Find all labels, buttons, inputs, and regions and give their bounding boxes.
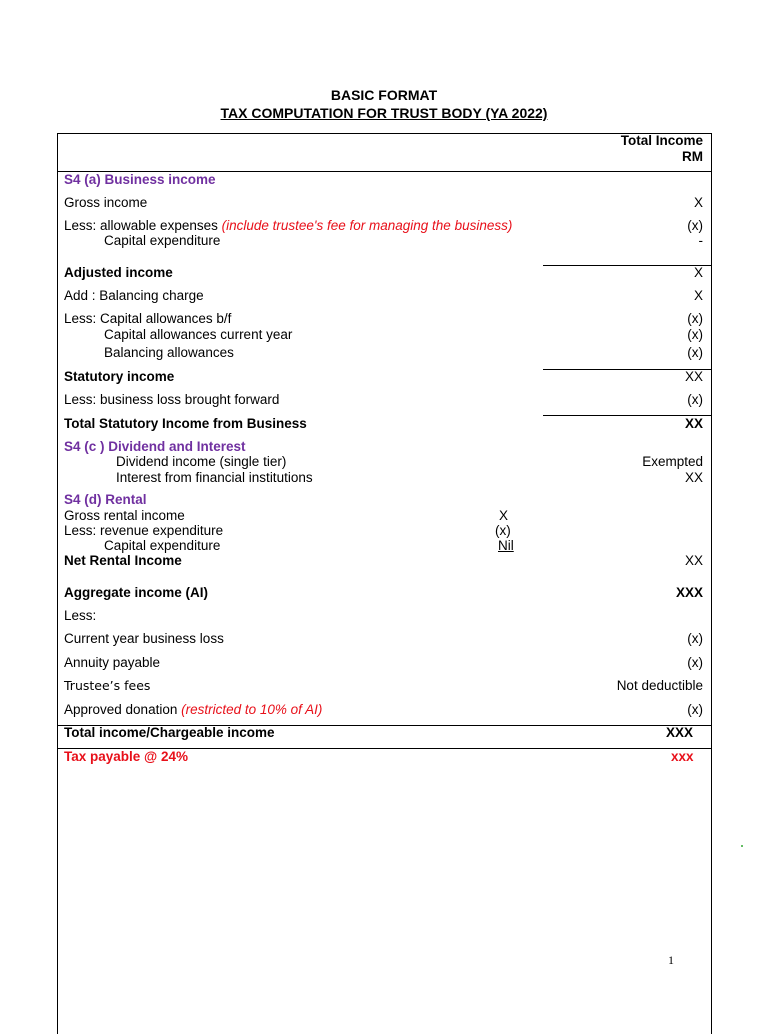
row-label-chargeable-income: Total income/Chargeable income — [64, 725, 275, 740]
row-value-capital-expenditure: - — [698, 233, 703, 248]
row-label-revenue-expenditure: Less: revenue expenditure — [64, 523, 224, 538]
allowable-expenses-note: (include trustee's fee for managing the business) — [221, 218, 513, 233]
approved-donation-note: (restricted to 10% of AI) — [181, 702, 323, 717]
row-value-total-statutory-income: XX — [684, 416, 703, 431]
row-label-total-statutory-income: Total Statutory Income from Business — [64, 416, 307, 431]
row-label-statutory-income: Statutory income — [64, 369, 175, 384]
row-label-balancing-charge: Add : Balancing charge — [64, 288, 204, 303]
row-value-ca-bf: (x) — [687, 311, 703, 326]
row-value-allowable-expenses: (x) — [687, 218, 703, 233]
row-value-rental-capital-expenditure: Nil — [498, 538, 514, 553]
row-value-current-year-loss: (x) — [687, 631, 703, 646]
row-value-trustee-fees: Not deductible — [616, 678, 703, 693]
row-value-adjusted-income: X — [693, 265, 703, 280]
row-label-approved-donation: Approved donation (restricted to 10% of AI) — [64, 702, 323, 717]
row-label-rental-capital-expenditure: Capital expenditure — [104, 538, 221, 553]
row-value-approved-donation: (x) — [687, 702, 703, 717]
row-value-net-rental: XX — [684, 553, 703, 568]
row-label-less: Less: — [64, 608, 97, 623]
row-label-current-year-loss: Current year business loss — [64, 631, 224, 646]
section-heading-dividend-interest: S4 (c ) Dividend and Interest — [64, 439, 246, 454]
document-title: BASIC FORMAT — [330, 87, 438, 103]
section-heading-rental: S4 (d) Rental — [64, 492, 147, 507]
row-label-net-rental: Net Rental Income — [64, 553, 182, 568]
row-label-capital-expenditure: Capital expenditure — [104, 233, 221, 248]
row-label-interest: Interest from financial institutions — [116, 470, 313, 485]
row-label-tax-payable: Tax payable @ 24% — [64, 749, 188, 764]
section-heading-business: S4 (a) Business income — [64, 172, 216, 187]
row-label-balancing-allowances: Balancing allowances — [104, 345, 234, 360]
row-value-dividend: Exempted — [642, 454, 703, 469]
row-value-balancing-allowances: (x) — [687, 345, 703, 360]
row-label-allowable-expenses: Less: allowable expenses (include trustee's fee for managing the business) — [64, 218, 513, 233]
column-header-total-income: Total Income — [620, 133, 703, 148]
row-value-chargeable-income: XXX — [666, 725, 694, 740]
row-value-ca-current: (x) — [687, 327, 703, 342]
column-header-rm: RM — [682, 149, 703, 164]
row-value-statutory-income: XX — [684, 369, 703, 384]
row-value-balancing-charge: X — [693, 288, 703, 303]
row-label-dividend: Dividend income (single tier) — [116, 454, 287, 469]
row-label-ca-current: Capital allowances current year — [104, 327, 293, 342]
row-value-aggregate-income: XXX — [675, 585, 703, 600]
row-label-gross-income: Gross income — [64, 195, 148, 210]
row-label-aggregate-income: Aggregate income (AI) — [64, 585, 209, 600]
row-value-gross-rental: X — [499, 508, 509, 523]
row-label-gross-rental: Gross rental income — [64, 508, 185, 523]
row-label-annuity: Annuity payable — [64, 655, 161, 670]
row-value-annuity: (x) — [687, 655, 703, 670]
row-value-gross-income: X — [693, 195, 703, 210]
row-value-tax-payable: xxx — [671, 749, 694, 764]
row-label-loss-bf: Less: business loss brought forward — [64, 392, 280, 407]
row-value-loss-bf: (x) — [687, 392, 703, 407]
row-label-trustee-fees: Trustee’s fees — [64, 678, 151, 693]
row-label-ca-bf: Less: Capital allowances b/f — [64, 311, 232, 326]
green-dot-mark — [741, 845, 743, 847]
row-value-interest: XX — [684, 470, 703, 485]
row-label-adjusted-income: Adjusted income — [64, 265, 173, 280]
document-subtitle: TAX COMPUTATION FOR TRUST BODY (YA 2022) — [220, 105, 548, 121]
row-value-revenue-expenditure: (x) — [495, 523, 511, 538]
subtotal-rule-adjusted — [543, 265, 711, 266]
page-number: 1 — [668, 953, 674, 967]
